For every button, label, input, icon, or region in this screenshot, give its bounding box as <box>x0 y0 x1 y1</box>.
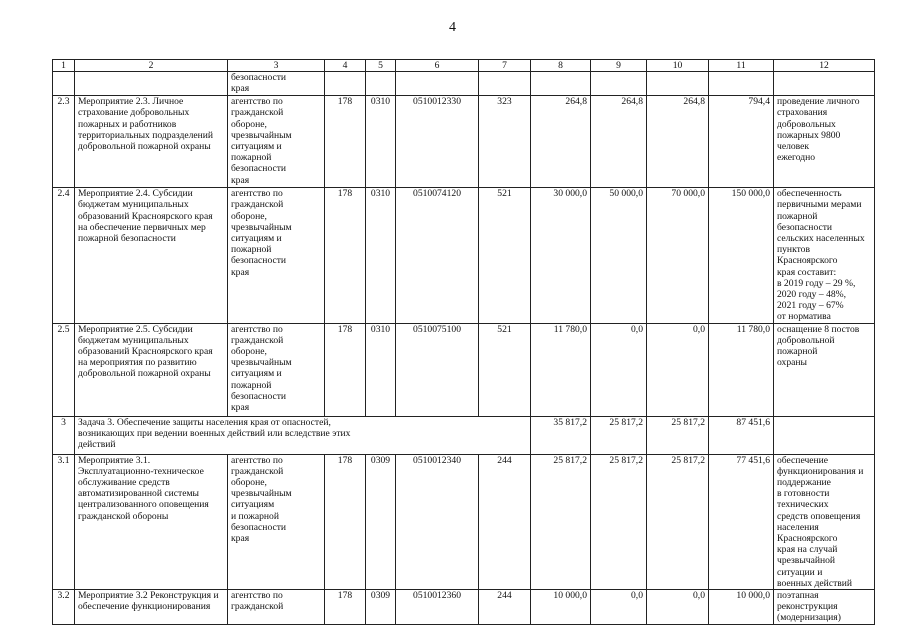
rzpr-cell: 0310 <box>366 96 396 188</box>
rzpr-cell: 0310 <box>366 188 396 323</box>
table-row <box>53 590 875 625</box>
grbs-cell: 178 <box>325 96 366 188</box>
amount-total: 10 000,0 <box>709 590 774 625</box>
column-number: 7 <box>479 60 531 72</box>
grbs-cell: 178 <box>325 188 366 323</box>
continuation-row <box>53 72 875 96</box>
csr-cell: 0510012340 <box>396 454 479 589</box>
amount-2019: 25 817,2 <box>531 454 591 589</box>
agency-cell: агентство по гражданской <box>228 590 325 625</box>
program-table <box>52 59 875 625</box>
table-row <box>53 96 875 188</box>
amount-2021: 25 817,2 <box>647 416 709 454</box>
page-number: 4 <box>449 20 456 35</box>
row-number: 3.2 <box>53 590 75 625</box>
column-number-row <box>53 60 875 72</box>
table-row <box>53 188 875 323</box>
amount-2019: 35 817,2 <box>531 416 591 454</box>
rzpr-cell: 0309 <box>366 590 396 625</box>
column-number: 8 <box>531 60 591 72</box>
vr-cell: 323 <box>479 96 531 188</box>
vr-cell: 244 <box>479 454 531 589</box>
amount-2020: 264,8 <box>591 96 647 188</box>
column-number: 11 <box>709 60 774 72</box>
expected-result: оснащение 8 постов добровольной пожарной охраны <box>774 323 875 416</box>
amount-total: 794,4 <box>709 96 774 188</box>
row-number: 2.3 <box>53 96 75 188</box>
table-row <box>53 454 875 589</box>
amount-2019: 264,8 <box>531 96 591 188</box>
task-row <box>53 416 875 454</box>
grbs-cell: 178 <box>325 323 366 416</box>
column-number: 4 <box>325 60 366 72</box>
amount-2021: 25 817,2 <box>647 454 709 589</box>
table-row <box>53 323 875 416</box>
csr-cell: 0510012360 <box>396 590 479 625</box>
csr-cell: 0510074120 <box>396 188 479 323</box>
agency-cell: безопасности края <box>228 72 325 96</box>
column-number: 6 <box>396 60 479 72</box>
measure-title: Мероприятие 3.2 Реконструкция и обеспечение функционирования <box>75 590 228 625</box>
amount-2021: 0,0 <box>647 590 709 625</box>
column-number: 10 <box>647 60 709 72</box>
vr-cell: 244 <box>479 590 531 625</box>
vr-cell: 521 <box>479 188 531 323</box>
measure-title: Мероприятие 3.1. Эксплуатационно-техническое обслуживание средств автоматизированной системы централизованного оповещения гражданской обороны <box>75 454 228 589</box>
vr-cell: 521 <box>479 323 531 416</box>
amount-2019: 10 000,0 <box>531 590 591 625</box>
agency-cell: агентство по гражданской обороне, чрезвычайным ситуациям и пожарной безопасности края <box>228 323 325 416</box>
column-number: 2 <box>75 60 228 72</box>
amount-2019: 11 780,0 <box>531 323 591 416</box>
rzpr-cell: 0309 <box>366 454 396 589</box>
row-number: 3 <box>53 416 75 454</box>
expected-result: обеспеченность первичными мерами пожарной безопасности сельских населенных пунктов Красноярского края составит: в 2019 году – 29 %, 2020 году – 48%, 2021 году – 67% от норматива <box>774 188 875 323</box>
amount-2019: 30 000,0 <box>531 188 591 323</box>
grbs-cell: 178 <box>325 590 366 625</box>
amount-total: 77 451,6 <box>709 454 774 589</box>
row-number: 2.5 <box>53 323 75 416</box>
agency-cell: агентство по гражданской обороне, чрезвычайным ситуациям и пожарной безопасности края <box>228 188 325 323</box>
column-number: 12 <box>774 60 875 72</box>
column-number: 3 <box>228 60 325 72</box>
grbs-cell: 178 <box>325 454 366 589</box>
amount-2020: 25 817,2 <box>591 416 647 454</box>
csr-cell: 0510075100 <box>396 323 479 416</box>
column-number: 5 <box>366 60 396 72</box>
rzpr-cell: 0310 <box>366 323 396 416</box>
amount-2021: 70 000,0 <box>647 188 709 323</box>
row-number: 3.1 <box>53 454 75 589</box>
amount-total: 87 451,6 <box>709 416 774 454</box>
amount-2020: 50 000,0 <box>591 188 647 323</box>
agency-cell: агентство по гражданской обороне, чрезвычайным ситуациям и пожарной безопасности края <box>228 454 325 589</box>
amount-total: 150 000,0 <box>709 188 774 323</box>
csr-cell: 0510012330 <box>396 96 479 188</box>
amount-2020: 0,0 <box>591 590 647 625</box>
amount-2020: 25 817,2 <box>591 454 647 589</box>
amount-2021: 264,8 <box>647 96 709 188</box>
expected-result: проведение личного страхования добровольных пожарных 9800 человек ежегодно <box>774 96 875 188</box>
column-number: 9 <box>591 60 647 72</box>
expected-result: обеспечение функционирования и поддержание в готовности технических средств оповещения населения Красноярского края на случай чрезвычайной ситуации и военных действий <box>774 454 875 589</box>
measure-title: Мероприятие 2.4. Субсидии бюджетам муниципальных образований Красноярского края на обеспечение первичных мер пожарной безопасности <box>75 188 228 323</box>
amount-2020: 0,0 <box>591 323 647 416</box>
row-number: 2.4 <box>53 188 75 323</box>
task-title: Задача 3. Обеспечение защиты населения края от опасностей, возникающих при ведении военных действий или вследствие этих действий <box>75 416 531 454</box>
expected-result: поэтапная реконструкция (модернизация) <box>774 590 875 625</box>
agency-cell: агентство по гражданской обороне, чрезвычайным ситуациям и пожарной безопасности края <box>228 96 325 188</box>
column-number: 1 <box>53 60 75 72</box>
measure-title: Мероприятие 2.5. Субсидии бюджетам муниципальных образований Красноярского края на мероприятия по развитию добровольной пожарной охраны <box>75 323 228 416</box>
amount-total: 11 780,0 <box>709 323 774 416</box>
amount-2021: 0,0 <box>647 323 709 416</box>
measure-title: Мероприятие 2.3. Личное страхование добровольных пожарных и работников территориальных подразделений добровольной пожарной охраны <box>75 96 228 188</box>
